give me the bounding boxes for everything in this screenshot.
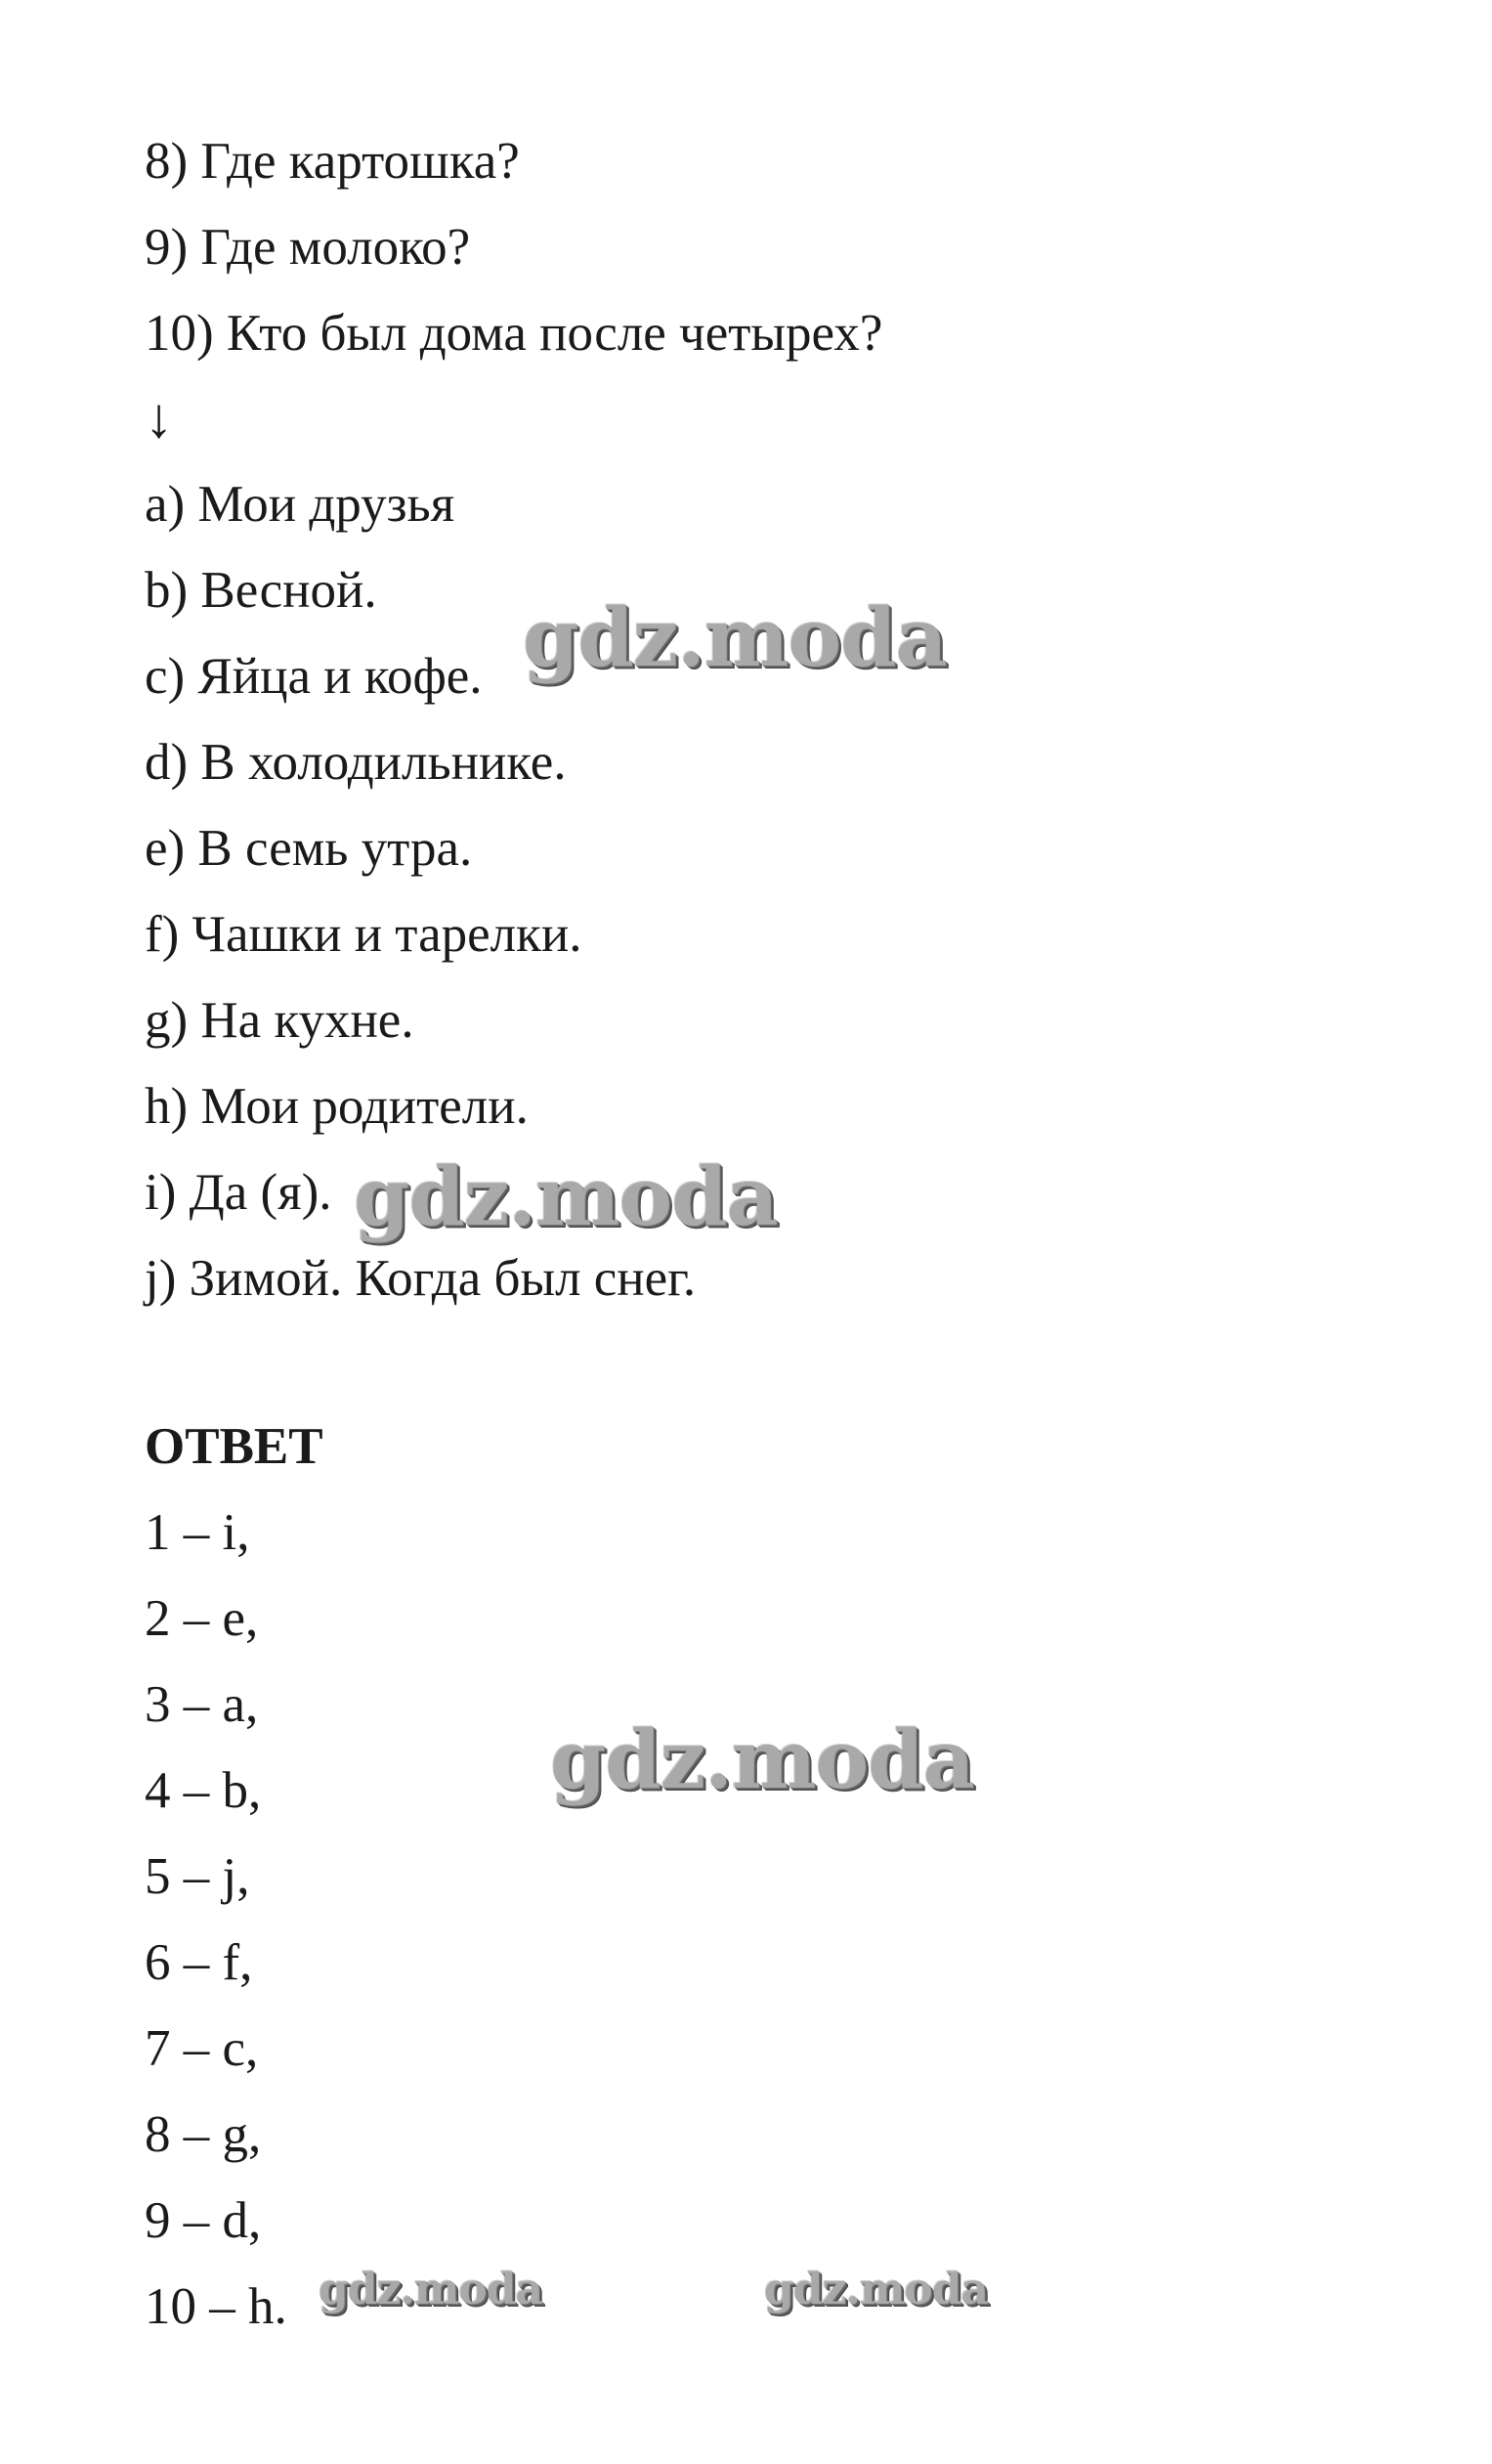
option-i: i) Да (я). xyxy=(145,1164,332,1221)
answer-9: 9 – d, xyxy=(145,2192,262,2249)
option-e: e) В семь утра. xyxy=(145,820,473,877)
question-9: 9) Где молоко? xyxy=(145,219,471,276)
option-f: f) Чашки и тарелки. xyxy=(145,906,582,963)
watermark-logo: gdz.moda xyxy=(523,591,947,685)
watermark-logo: gdz.moda xyxy=(550,1713,974,1807)
answer-1: 1 – i, xyxy=(145,1504,250,1561)
question-8: 8) Где картошка? xyxy=(145,133,520,190)
option-a: a) Мои друзья xyxy=(145,476,455,533)
answer-4: 4 – b, xyxy=(145,1762,262,1819)
watermark-logo: gdz.moda xyxy=(354,1150,778,1244)
option-g: g) На кухне. xyxy=(145,992,414,1049)
answer-7: 7 – c, xyxy=(145,2020,259,2077)
answer-3: 3 – a, xyxy=(145,1676,259,1733)
option-d: d) В холодильнике. xyxy=(145,734,567,791)
answer-heading: ОТВЕТ xyxy=(145,1418,323,1475)
answer-8: 8 – g, xyxy=(145,2106,262,2163)
option-h: h) Мои родители. xyxy=(145,1078,529,1135)
option-j: j) Зимой. Когда был снег. xyxy=(145,1250,697,1307)
answer-6: 6 – f, xyxy=(145,1934,253,1991)
down-arrow-icon: ↓ xyxy=(145,386,173,450)
question-10: 10) Кто был дома после четырех? xyxy=(145,305,883,362)
watermark-logo: gdz.moda xyxy=(319,2265,543,2314)
option-c: c) Яйца и кофе. xyxy=(145,648,483,705)
answer-2: 2 – e, xyxy=(145,1590,259,1647)
answer-5: 5 – j, xyxy=(145,1848,250,1905)
watermark-logo: gdz.moda xyxy=(764,2265,989,2314)
answer-10: 10 – h. xyxy=(145,2278,287,2335)
option-b: b) Весной. xyxy=(145,562,377,619)
